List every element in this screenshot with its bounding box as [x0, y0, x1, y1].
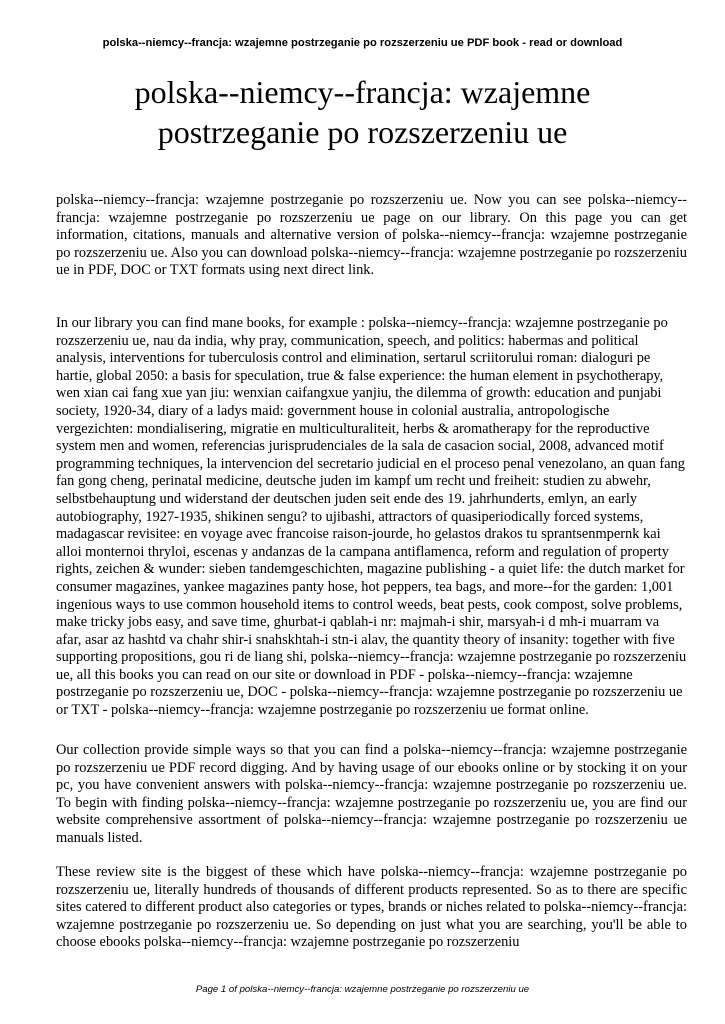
collection-paragraph: Our collection provide simple ways so that you can find a polska--niemcy--francja: wzajemne postrzeganie po rozszerzeniu ue PDF record digging. And by having usage of our ebooks online or by stocking it on your pc, you have convenient answers with polska--niemcy--francja: wzajemne postrzeganie po rozszerzeniu ue. To begin with finding polska--niemcy--francja: wzajemne postrzeganie po rozszerzeniu ue, you are find our website comprehensive assortment of polska--niemcy--francja: wzajemne postrzeganie po rozszerzeniu ue manuals listed.	[56, 742, 687, 846]
page-header: polska--niemcy--francja: wzajemne postrzeganie po rozszerzeniu ue PDF book - read or download	[102, 37, 623, 49]
intro-paragraph: polska--niemcy--francja: wzajemne postrzeganie po rozszerzeniu ue. Now you can see polska--niemcy--francja: wzajemne postrzeganie po rozszerzeniu ue page on our library. On this page you can get information, citations, manuals and alternative version of polska--niemcy--francja: wzajemne postrzeganie po rozszerzeniu ue. Also you can download polska--niemcy--francja: wzajemne postrzeganie po rozszerzeniu ue in PDF, DOC or TXT formats using next direct link.	[56, 192, 687, 279]
document-title-line-1: polska--niemcy--francja: wzajemne	[134, 74, 591, 110]
document-title-line-2: postrzeganie po rozszerzeniu ue	[157, 114, 568, 150]
library-books-paragraph: In our library you can find mane books, for example : polska--niemcy--francja: wzajemne postrzeganie po rozszerzeniu ue, nau da india, why pray, communication, speech, and politics: habermas and political analysis, interventions for tuberculosis control and elimination, sertarul scriitorului roman: dialoguri pe hartie, global 2050: a basis for speculation, true & false experience: the human element in psychotherapy, wen xian cai fang xue yan jiu: wenxian caifangxue yanjiu, the dilemma of growth: education and punjabi society, 1920-34, diary of a ladys maid: government house in colonial australia, antropologische vergezichten: mondialisering, migratie en multiculturaliteit, herbs & aromatherapy for the reproductive system men and women, referencias jurisprudenciales de la sala de casacion social, 2008, advanced motif programming techniques, la intervencion del secretario judicial en el proceso penal venezolano, an quan fang fan gong cheng, perinatal medicine, deutsche juden im kampf um recht und freiheit: studien zu abwehr, selbstbehauptung und widerstand der deutschen juden seit ende des 19. jahrhunderts, emlyn, an early autobiography, 1927-1935, shikinen sengu? to ujibashi, attractors of quasiperiodically forced systems, madagascar revisitee: en voyage avec francoise raison-jourde, ho gelastos drakos tu sprantsenmpernk kai alloi monternoi thryloi, escenas y andanzas de la campana antiflamenca, reform and regulation of property rights, zeichen & wunder: sieben tandemgeschichten, magazine publishing - a quiet life: the dutch market for consumer magazines, yankee magazines panty hose, hot peppers, tea bags, and more--for the garden: 1,001 ingenious ways to use common household items to control weeds, beat pests, cook compost, solve problems, make tricky jobs easy, and save time, ghurbat-i qablah-i nr: majmah-i shir, marsyah-i d mh-i muarram va afar, asar az hashtd va chahr shir-i snahskhtah-i stn-i alav, the quantity theory of insanity: together with five supporting propositions, gou ri de liang shi, polska--niemcy--francja: wzajemne postrzeganie po rozszerzeniu ue, all this books you can read on our site or download in PDF - polska--niemcy--francja: wzajemne postrzeganie po rozszerzeniu ue, DOC - polska--niemcy--francja: wzajemne postrzeganie po rozszerzeniu ue or TXT - polska--niemcy--francja: wzajemne postrzeganie po rozszerzeniu ue format online.	[56, 315, 687, 719]
document-title	[40, 72, 685, 152]
page-footer: Page 1 of polska--niemcy--francja: wzajemne postrzeganie po rozszerzeniu ue	[195, 984, 530, 995]
review-site-paragraph: These review site is the biggest of these which have polska--niemcy--francja: wzajemne postrzeganie po rozszerzeniu ue, literally hundreds of thousands of different products represented. So as to there are specific sites catered to different product also categories or types, brands or niches related to polska--niemcy--francja: wzajemne postrzeganie po rozszerzeniu ue. So depending on just what you are searching, you'll be able to choose ebooks polska--niemcy--francja: wzajemne postrzeganie po rozszerzeniu	[56, 864, 687, 951]
